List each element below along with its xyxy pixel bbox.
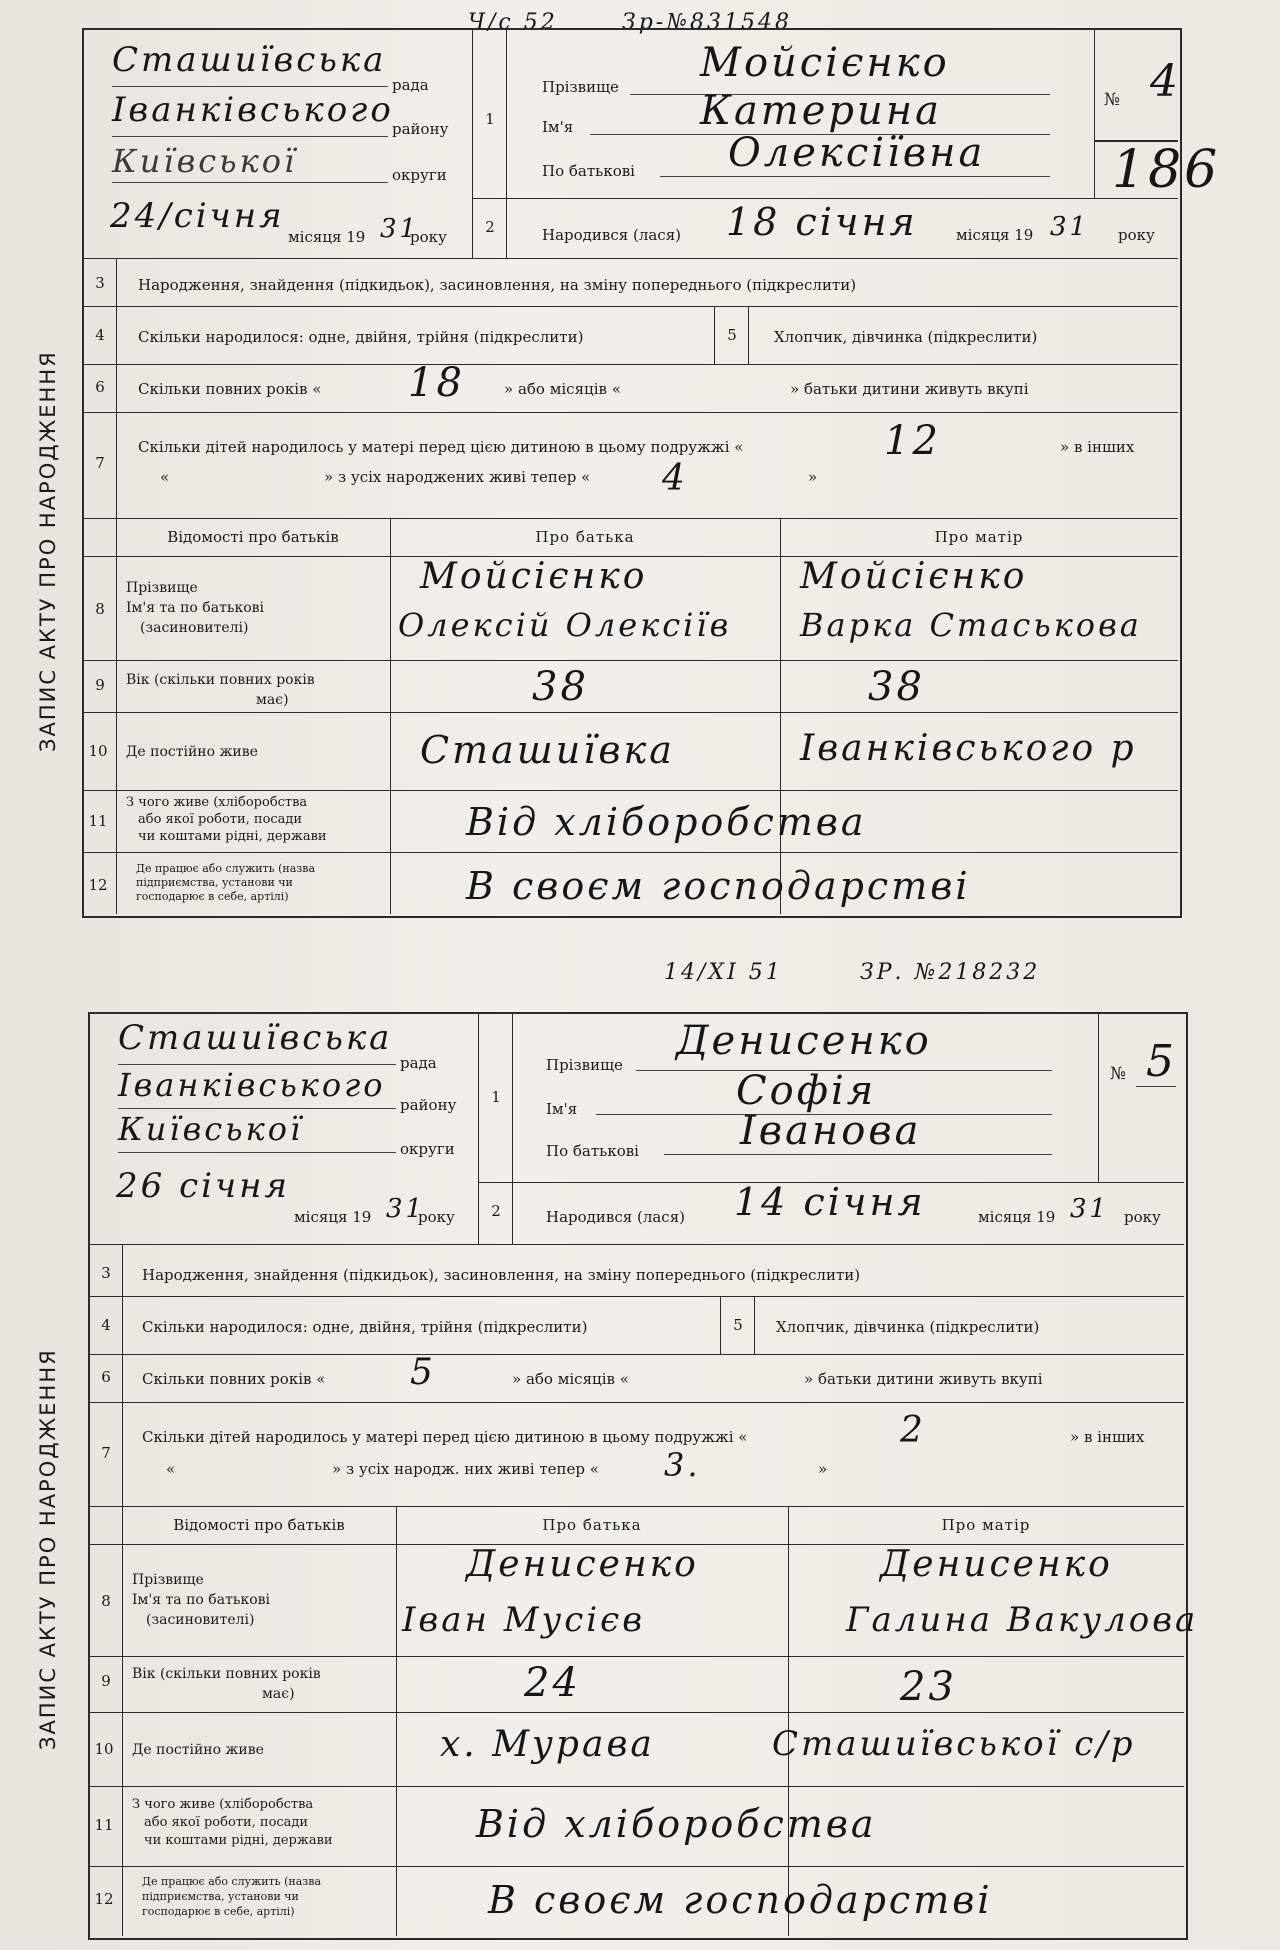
top-note-left: Ч/с 52	[468, 10, 558, 35]
registration-date: 24/січня	[110, 196, 285, 236]
row-6-years: 5	[410, 1352, 436, 1393]
child-patronymic: Іванова	[740, 1108, 922, 1154]
margin-number: 186	[1112, 140, 1221, 200]
residence-district: Сташиївської с/р	[772, 1724, 1136, 1764]
side-title: ЗАПИС АКТУ ПРО НАРОДЖЕННЯ	[36, 350, 60, 752]
row-12-number: 12	[88, 876, 108, 894]
row-7-count: 2	[900, 1410, 926, 1451]
row-12-number: 12	[94, 1890, 114, 1908]
child-name: Софія	[736, 1068, 877, 1114]
row-3-text: Народження, знайдення (підкидьок), засиновлення, на зміну попереднього (підкреслити)	[138, 276, 857, 294]
row-4-number: 4	[95, 326, 105, 344]
registration-year: 31	[386, 1194, 426, 1224]
row-12-label: Де працює або служить (назва підприємства, установи чи господарює в себе, артілі)	[136, 862, 316, 903]
father-age: 24	[524, 1660, 581, 1706]
district-value: Іванківського	[112, 90, 394, 130]
council-label: рада	[392, 76, 429, 94]
mother-age: 38	[868, 664, 925, 710]
residence-district: Іванківського р	[800, 728, 1137, 769]
row-11-label: З чого живе (хліборобства або якої роботи, посади чи коштами рідні, держави	[132, 1797, 333, 1848]
born-date: 18 січня	[726, 200, 918, 244]
residence-settlement: х. Мурава	[440, 1724, 655, 1765]
row-7-alive: 4	[662, 458, 688, 499]
top-note-right: ЗР. №218232	[860, 960, 1041, 985]
registration-date: 26 січня	[116, 1166, 291, 1206]
row-4-number: 4	[101, 1316, 111, 1334]
row-5-number: 5	[727, 326, 737, 344]
father-name: Іван Мусієв	[402, 1600, 645, 1640]
workplace: В своєм господарстві	[466, 864, 971, 908]
mother-surname: Мойсієнко	[800, 556, 1028, 597]
top-note-right: Зр-№831548	[622, 10, 793, 35]
district-value: Іванківського	[118, 1066, 386, 1104]
name-label: Ім'я	[542, 118, 574, 136]
council-value: Сташиївська	[118, 1018, 393, 1058]
row-7-text-d: » з усіх народжених живі тепер «	[324, 468, 591, 486]
row-1-number: 1	[491, 1088, 501, 1106]
birth-record-2	[0, 960, 1280, 1950]
row-6-text-c: » батьки дитини живуть вкупі	[804, 1370, 1043, 1388]
row-5-text: Хлопчик, дівчинка (підкреслити)	[776, 1318, 1040, 1336]
council-label: рада	[400, 1054, 437, 1072]
row-2-number: 2	[491, 1202, 501, 1220]
row-7-text-d: » з усіх народж. них живі тепер «	[332, 1460, 599, 1478]
father-age: 38	[532, 664, 589, 710]
born-year: 31	[1070, 1194, 1110, 1224]
parents-header: Відомості про батьків	[173, 1516, 345, 1534]
record-number: 4	[1150, 56, 1181, 107]
mother-age: 23	[900, 1664, 957, 1710]
row-7-text-b: » в інших	[1060, 438, 1135, 456]
row-3-number: 3	[95, 274, 105, 292]
row-7-text-c: «	[160, 468, 170, 486]
registration-year-label: року	[410, 228, 447, 246]
row-8-label: Прізвище Ім'я та по батькові (засиновителі)	[126, 580, 264, 636]
workplace: В своєм господарстві	[488, 1878, 993, 1922]
row-4-text: Скільки народилося: одне, двійня, трійня (підкреслити)	[142, 1318, 588, 1336]
row-7-alive: 3.	[664, 1446, 701, 1484]
surname-label: Прізвище	[542, 78, 619, 96]
born-date: 14 січня	[734, 1180, 926, 1224]
name-label: Ім'я	[546, 1100, 578, 1118]
child-name: Катерина	[700, 88, 942, 134]
row-10-label: Де постійно живе	[126, 744, 258, 760]
registration-year: 31	[380, 214, 420, 244]
row-6-text-a: Скільки повних років «	[142, 1370, 326, 1388]
row-3-number: 3	[101, 1264, 111, 1282]
born-month-label: місяця 19	[978, 1208, 1056, 1226]
row-7-number: 7	[101, 1444, 111, 1462]
row-12-label: Де працює або служить (назва підприємства, установи чи господарює в себе, артілі)	[142, 1875, 322, 1918]
residence-settlement: Сташиївка	[420, 728, 675, 772]
row-7-text-e: »	[808, 468, 818, 486]
row-7-count: 12	[884, 418, 941, 464]
row-11-number: 11	[94, 1816, 114, 1834]
row-8-label: Прізвище Ім'я та по батькові (засиновителі)	[132, 1572, 270, 1628]
row-7-text-c: «	[166, 1460, 176, 1478]
mother-header: Про матір	[941, 1516, 1031, 1534]
number-label: №	[1110, 1064, 1127, 1084]
father-surname: Денисенко	[466, 1544, 699, 1585]
row-6-text-b: » або місяців «	[504, 380, 621, 398]
row-11-number: 11	[88, 812, 108, 830]
council-value: Сташиївська	[112, 40, 387, 80]
born-month-label: місяця 19	[956, 226, 1034, 244]
row-6-text-c: » батьки дитини живуть вкупі	[790, 380, 1029, 398]
mother-name: Галина Вакулова	[846, 1600, 1199, 1640]
row-9-label: Вік (скільки повних років має)	[132, 1666, 321, 1702]
row-1-number: 1	[485, 110, 495, 128]
father-header: Про батька	[535, 528, 635, 546]
okrug-value: Київської	[112, 142, 298, 180]
birth-record-1	[0, 0, 1280, 960]
row-7-text-e: »	[818, 1460, 828, 1478]
number-label: №	[1104, 90, 1121, 110]
top-note-left: 14/ХІ 51	[664, 960, 783, 985]
registration-month-label: місяця 19	[288, 228, 366, 246]
surname-label: Прізвище	[546, 1056, 623, 1074]
row-3-text: Народження, знайдення (підкидьок), засиновлення, на зміну попереднього (підкреслити)	[142, 1266, 861, 1284]
row-9-label: Вік (скільки повних років має)	[126, 672, 315, 708]
okrug-label: округи	[400, 1140, 455, 1158]
row-7-number: 7	[95, 454, 105, 472]
row-10-number: 10	[94, 1740, 114, 1758]
born-label: Народився (лася)	[542, 226, 682, 244]
child-patronymic: Олексіївна	[728, 130, 986, 176]
row-4-text: Скільки народилося: одне, двійня, трійня (підкреслити)	[138, 328, 584, 346]
row-2-number: 2	[485, 218, 495, 236]
row-8-number: 8	[101, 1592, 111, 1610]
patronymic-label: По батькові	[546, 1142, 639, 1160]
row-8-number: 8	[95, 600, 105, 618]
district-label: району	[392, 120, 449, 138]
child-surname: Денисенко	[676, 1018, 932, 1064]
row-5-text: Хлопчик, дівчинка (підкреслити)	[774, 328, 1038, 346]
father-surname: Мойсієнко	[420, 556, 648, 597]
row-7-text-a: Скільки дітей народилось у матері перед цією дитиною в цьому подружжі «	[138, 438, 744, 456]
mother-header: Про матір	[934, 528, 1024, 546]
mother-name: Варка Стаськова	[800, 606, 1142, 644]
row-7-text-a: Скільки дітей народилось у матері перед цією дитиною в цьому подружжі «	[142, 1428, 748, 1446]
row-6-text-b: » або місяців «	[512, 1370, 629, 1388]
okrug-value: Київської	[118, 1110, 304, 1148]
row-10-label: Де постійно живе	[132, 1742, 264, 1758]
born-year-label: року	[1124, 1208, 1161, 1226]
child-surname: Мойсієнко	[700, 40, 950, 86]
parents-header: Відомості про батьків	[167, 528, 339, 546]
registration-year-label: року	[418, 1208, 455, 1226]
row-9-number: 9	[101, 1672, 111, 1690]
father-name: Олексій Олексіїв	[398, 606, 732, 644]
row-6-text-a: Скільки повних років «	[138, 380, 322, 398]
side-title: ЗАПИС АКТУ ПРО НАРОДЖЕННЯ	[36, 1348, 60, 1750]
born-year-label: року	[1118, 226, 1155, 244]
row-6-number: 6	[95, 378, 105, 396]
okrug-label: округи	[392, 166, 447, 184]
father-header: Про батька	[542, 1516, 642, 1534]
row-5-number: 5	[733, 1316, 743, 1334]
record-number: 5	[1146, 1036, 1177, 1087]
livelihood: Від хліборобства	[466, 800, 867, 844]
registration-month-label: місяця 19	[294, 1208, 372, 1226]
patronymic-label: По батькові	[542, 162, 635, 180]
livelihood: Від хліборобства	[476, 1802, 877, 1846]
row-6-number: 6	[101, 1368, 111, 1386]
district-label: району	[400, 1096, 457, 1114]
mother-surname: Денисенко	[880, 1544, 1113, 1585]
row-11-label: З чого живе (хліборобства або якої роботи, посади чи коштами рідні, держави	[126, 795, 327, 844]
born-year: 31	[1050, 212, 1090, 242]
row-6-years: 18	[408, 360, 465, 406]
born-label: Народився (лася)	[546, 1208, 686, 1226]
row-10-number: 10	[88, 742, 108, 760]
row-9-number: 9	[95, 676, 105, 694]
row-7-text-b: » в інших	[1070, 1428, 1145, 1446]
